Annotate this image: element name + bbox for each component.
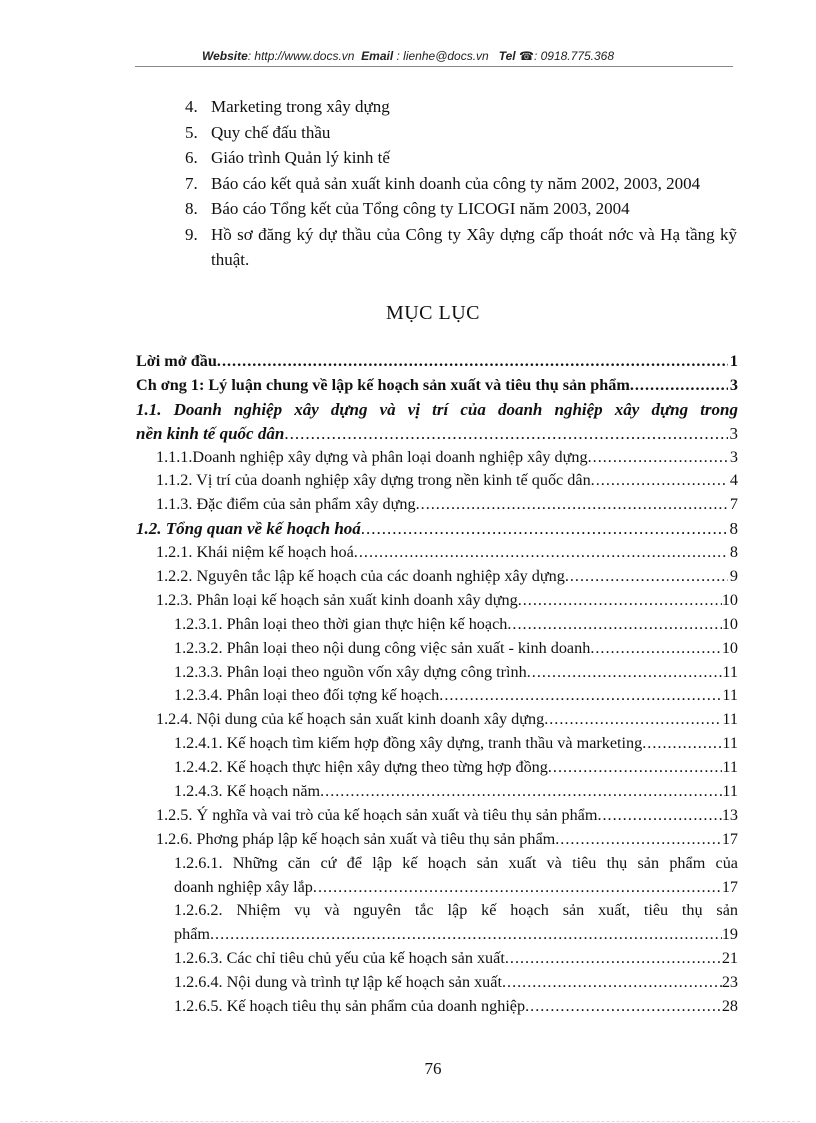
toc-entry-label: 1.2.3.3. Phân loại theo nguồn vốn xây dựng công trình — [174, 662, 527, 681]
toc-entry[interactable] — [136, 567, 738, 591]
reference-number: 8. — [185, 199, 198, 218]
toc-entry-page: 1 — [729, 352, 738, 370]
reference-item — [185, 120, 737, 146]
reference-number: 5. — [185, 122, 198, 142]
toc-entry-page: 11 — [722, 662, 738, 681]
toc-entry-label: 1.2.6.4. Nội dung và trình tự lập kế hoạch sản xuất — [174, 973, 502, 992]
reference-text: Báo cáo kết quả sản xuất kinh doanh của công ty năm 2002, 2003, 2004 — [211, 173, 701, 193]
toc-entry-label: 1.2.3.4. Phân loại theo đối tợng kế hoạch — [174, 686, 440, 705]
toc-entry[interactable] — [136, 878, 738, 902]
toc-leader — [565, 567, 728, 586]
reference-item — [185, 222, 737, 273]
toc-leader — [527, 663, 723, 682]
toc-leader — [590, 639, 722, 658]
toc-entry[interactable] — [136, 615, 738, 639]
header-divider — [135, 66, 733, 67]
toc-entry-label: Lời mở đầu — [136, 352, 217, 370]
toc-leader — [217, 352, 728, 371]
toc-entry[interactable] — [136, 639, 738, 663]
toc-entry[interactable] — [136, 925, 738, 949]
toc-entry-label: 1.2. Tổng quan về kế hoạch hoá — [136, 519, 361, 539]
toc-leader — [313, 878, 722, 897]
reference-number: 6. — [185, 148, 198, 167]
toc-entry-page: 3 — [729, 447, 738, 466]
page-header — [0, 49, 816, 63]
toc-entry-label: 1.2.4. Nội dung của kế hoạch sản xuất kinh doanh xây dựng — [156, 710, 545, 729]
toc-entry[interactable] — [136, 949, 738, 973]
tel-label: Tel — [498, 49, 516, 63]
toc-entry[interactable] — [136, 782, 738, 806]
reference-number: 9. — [185, 224, 198, 244]
reference-text: Marketing trong xây dựng — [211, 97, 390, 116]
toc-entry-page: 21 — [721, 949, 738, 968]
reference-text: Hồ sơ đăng ký dự thầu của Công ty Xây dựng cấp thoát nớc và Hạ tầng kỹ thuật. — [211, 224, 737, 269]
toc-leader — [416, 495, 728, 514]
toc-leader — [588, 448, 728, 467]
toc-entry-page: 28 — [721, 997, 738, 1016]
toc-entry-label: 1.2.2. Nguyên tắc lập kế hoạch của các doanh nghiệp xây dựng — [156, 567, 565, 586]
reference-item — [185, 145, 737, 171]
toc-entry-label: 1.2.3. Phân loại kế hoạch sản xuất kinh doanh xây dựng — [156, 590, 518, 609]
toc-leader — [642, 734, 722, 753]
toc-entry[interactable] — [136, 830, 738, 854]
toc-entry-page: 3 — [729, 375, 738, 394]
toc-leader — [505, 949, 722, 968]
toc-leader — [548, 758, 723, 777]
toc-entry[interactable] — [136, 495, 738, 519]
toc-leader — [630, 376, 728, 395]
toc-entry[interactable] — [136, 519, 738, 543]
email-label: Email — [361, 49, 394, 63]
toc-leader — [284, 424, 728, 444]
toc-leader — [525, 997, 722, 1016]
toc-entry-label: 1.2.4.2. Kế hoạch thực hiện xây dựng theo từng hợp đồng — [174, 758, 548, 777]
toc-entry-label: 1.2.5. Ý nghĩa và vai trò của kế hoạch sản xuất và tiêu thụ sản phẩm — [156, 805, 598, 824]
toc-entry-page: 23 — [721, 973, 738, 992]
reference-text: Giáo trình Quản lý kinh tế — [211, 148, 390, 167]
toc-entry-page: 3 — [729, 423, 738, 443]
toc-leader — [597, 806, 721, 825]
toc-entry-label: 1.2.1. Khái niệm kế hoạch hoá — [156, 543, 354, 562]
toc-entry-page: 4 — [729, 471, 738, 490]
toc-entry-label: 1.2.3.1. Phân loại theo thời gian thực hiện kế hoạch — [174, 614, 508, 633]
toc-leader — [439, 686, 722, 705]
toc-entry-page: 11 — [722, 734, 738, 753]
reference-number: 4. — [185, 97, 198, 116]
toc-entry-page: 11 — [722, 710, 738, 729]
toc-entry-label: 1.1.3. Đặc điểm của sản phẩm xây dựng — [156, 495, 416, 514]
toc-leader — [354, 543, 728, 562]
toc-entry[interactable] — [136, 973, 738, 997]
toc-entry[interactable] — [136, 448, 738, 472]
toc-entry[interactable] — [136, 758, 738, 782]
reference-list — [185, 94, 737, 273]
toc-entry[interactable] — [136, 543, 738, 567]
toc-entry-label: 1.2.6.5. Kế hoạch tiêu thụ sản phẩm của doanh nghiệp — [174, 997, 526, 1016]
reference-number: 7. — [185, 173, 198, 193]
toc-leader — [518, 591, 722, 610]
toc-entry[interactable] — [136, 997, 738, 1021]
toc-leader — [320, 782, 722, 801]
toc-entry-first-line[interactable]: 1.2.6.1. Những căn cứ để lập kế hoạch sản xuất và tiêu thụ sản phẩm của — [174, 853, 738, 872]
website-value: : http://www.docs.vn — [247, 49, 355, 63]
toc-entry-page: 11 — [722, 758, 738, 777]
toc-entry-label: phẩm — [174, 925, 210, 944]
toc-entry-page: 9 — [729, 567, 738, 586]
toc-entry-page: 17 — [721, 829, 738, 848]
toc-entry-page: 17 — [721, 877, 738, 896]
toc-entry-page: 19 — [721, 925, 738, 944]
toc-entry-page: 11 — [722, 782, 738, 801]
toc-entry[interactable] — [136, 591, 738, 615]
toc-entry-page: 10 — [721, 614, 738, 633]
reference-item — [185, 171, 737, 197]
toc-entry-page: 8 — [729, 519, 738, 539]
toc-entry[interactable] — [136, 424, 738, 448]
reference-item — [185, 94, 737, 120]
toc-entry-label: 1.2.3.2. Phân loại theo nội dung công việc sản xuất - kinh doanh — [174, 638, 591, 657]
toc-entry-page: 10 — [721, 590, 738, 609]
toc-title: MỤC LỤC — [385, 302, 481, 324]
toc-leader — [210, 925, 722, 944]
toc-entry-page: 7 — [729, 495, 738, 514]
toc-entry-label: 1.1.1.Doanh nghiệp xây dựng và phân loại doanh nghiệp xây dựng — [156, 447, 588, 466]
toc-entry-label: Ch ơng 1: Lý luận chung về lập kế hoạch sản xuất và tiêu thụ sản phẩm — [136, 375, 630, 394]
page-bottom-divider — [20, 1121, 800, 1122]
toc-entry-page: 8 — [729, 543, 738, 562]
toc-entry-label: doanh nghiệp xây lắp — [174, 877, 313, 896]
toc-entry[interactable] — [136, 471, 738, 495]
reference-text: Quy chế đấu thầu — [211, 122, 331, 142]
toc-leader — [507, 615, 721, 634]
toc-leader — [591, 471, 728, 490]
toc-entry-label: 1.2.4.1. Kế hoạch tìm kiếm hợp đồng xây dựng, tranh thầu và marketing — [174, 734, 643, 753]
toc-entry[interactable] — [136, 710, 738, 734]
tel-value: ☎: 0918.775.368 — [519, 49, 615, 63]
page-number: 76 — [424, 1059, 442, 1078]
toc-entry-page: 10 — [721, 638, 738, 657]
email-value: : lienhe@docs.vn — [396, 49, 489, 63]
reference-item — [185, 196, 737, 222]
table-of-contents — [136, 352, 738, 1021]
website-label: Website — [201, 49, 248, 63]
toc-entry-first-line[interactable]: 1.2.6.2. Nhiệm vụ và nguyên tắc lập kế hoạch sản xuất, tiêu thụ sản — [174, 901, 738, 920]
toc-entry-page: 13 — [721, 805, 738, 824]
toc-entry[interactable] — [136, 734, 738, 758]
toc-entry-label: 1.2.6. Phơng pháp lập kế hoạch sản xuất và tiêu thụ sản phẩm — [156, 829, 556, 848]
toc-entry-label: nền kinh tế quốc dân — [136, 423, 285, 443]
toc-entry-label: 1.2.6.3. Các chỉ tiêu chủ yếu của kế hoạch sản xuất — [174, 949, 505, 968]
toc-leader — [502, 973, 722, 992]
toc-leader — [361, 519, 728, 539]
toc-entry[interactable] — [136, 376, 738, 400]
toc-leader — [555, 830, 722, 849]
toc-entry[interactable] — [136, 806, 738, 830]
toc-leader — [544, 710, 722, 729]
toc-entry-label: 1.1.2. Vị trí của doanh nghiệp xây dựng trong nền kinh tế quốc dân — [156, 471, 591, 490]
toc-entry-first-line[interactable]: 1.1. Doanh nghiệp xây dựng và vị trí của doanh nghiệp xây dựng trong — [136, 399, 738, 419]
toc-entry[interactable] — [136, 352, 738, 376]
toc-entry[interactable] — [136, 663, 738, 687]
toc-entry-label: 1.2.4.3. Kế hoạch năm — [174, 782, 321, 801]
toc-entry-page: 11 — [722, 686, 738, 705]
reference-text: Báo cáo Tổng kết của Tổng công ty LICOGI năm 2003, 2004 — [211, 199, 630, 218]
toc-entry[interactable] — [136, 686, 738, 710]
